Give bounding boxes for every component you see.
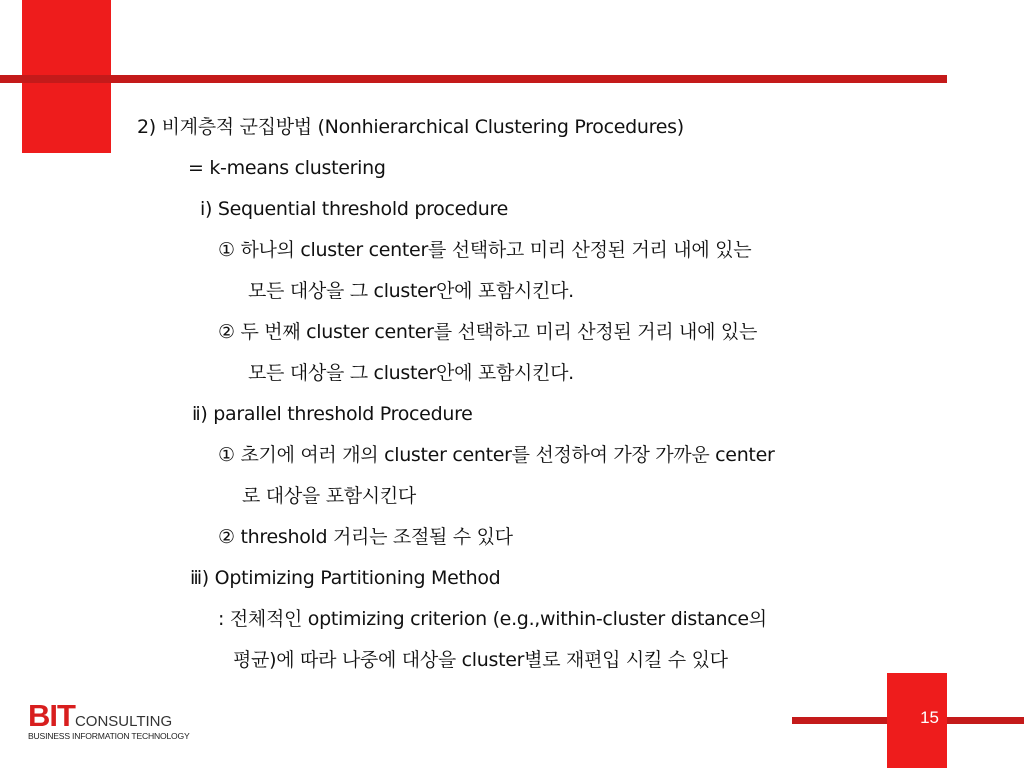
item-2-point-2: ② threshold 거리는 조절될 수 있다 [218, 526, 513, 548]
item-3-description-cont: 평균)에 따라 나중에 대상을 cluster별로 재편입 시킬 수 있다 [233, 649, 728, 671]
logo-brand: BIT [28, 698, 75, 733]
section-heading: 2) 비계층적 군집방법 (Nonhierarchical Clustering Procedures) [137, 116, 684, 138]
item-2-point-1-cont: 로 대상을 포함시킨다 [242, 485, 416, 507]
top-red-bar [0, 75, 947, 83]
item-1-point-2-cont: 모든 대상을 그 cluster안에 포함시킨다. [248, 362, 574, 384]
item-1-point-1-cont: 모든 대상을 그 cluster안에 포함시킨다. [248, 280, 574, 302]
item-heading-3: ⅲ) Optimizing Partitioning Method [190, 567, 501, 589]
logo-subtitle: BUSINESS INFORMATION TECHNOLOGY [28, 731, 190, 741]
page-number: 15 [920, 708, 939, 727]
item-2-point-1: ① 초기에 여러 개의 cluster center를 선정하여 가장 가까운 center [218, 444, 775, 466]
method-subtitle: = k-means clustering [188, 157, 386, 179]
item-1-point-1: ① 하나의 cluster center를 선택하고 미리 산정된 거리 내에 있는 [218, 239, 752, 261]
item-1-point-2: ② 두 번째 cluster center를 선택하고 미리 산정된 거리 내에 있는 [218, 321, 758, 343]
item-heading-1: ⅰ) Sequential threshold procedure [200, 198, 509, 220]
item-heading-2: ⅱ) parallel threshold Procedure [192, 403, 473, 425]
item-3-description: : 전체적인 optimizing criterion (e.g.,within-cluster distance의 [218, 608, 767, 630]
company-logo [28, 700, 198, 748]
logo-suffix: CONSULTING [74, 713, 173, 730]
